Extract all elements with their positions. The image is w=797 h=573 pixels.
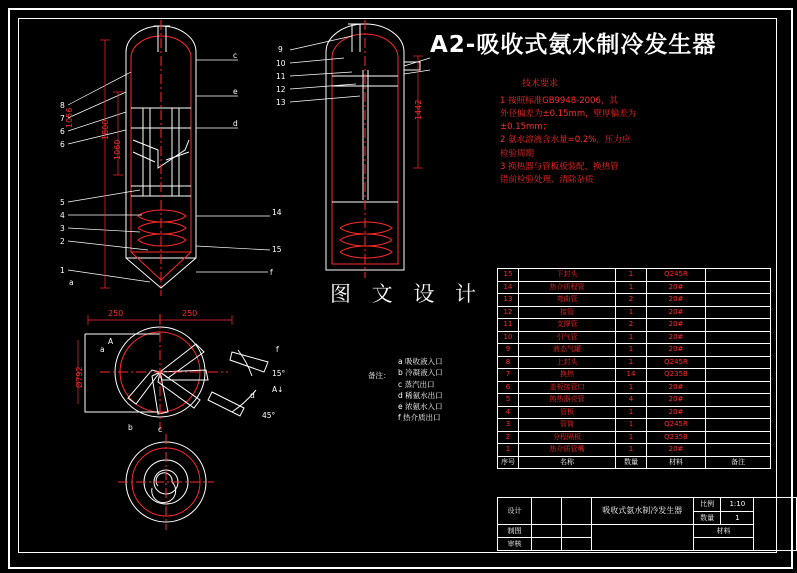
callout-7: 7 xyxy=(60,114,65,123)
bom-name: 换热器壳管 xyxy=(519,394,616,407)
callout-e: e xyxy=(233,87,238,96)
bom-name: 管筒 xyxy=(519,419,616,432)
bom-no: 6 xyxy=(498,381,519,394)
bom-body xyxy=(498,269,771,469)
bom-mat: Q245R xyxy=(647,356,706,369)
bom-mat: Q245R xyxy=(647,269,706,282)
legend-item: b 冷凝液入口 xyxy=(398,368,443,378)
bom-header-material: 材料 xyxy=(647,456,706,469)
table-row xyxy=(498,331,771,344)
bom-no: 14 xyxy=(498,281,519,294)
callout-1: 1 xyxy=(60,266,65,275)
legend-item: c 蒸汽出口 xyxy=(398,379,435,389)
callout-a: a xyxy=(69,278,74,287)
bom-no: 13 xyxy=(498,294,519,307)
bom-qty: 1 xyxy=(616,444,647,457)
bom-remark xyxy=(706,344,771,357)
bom-remark xyxy=(706,356,771,369)
bom-remark xyxy=(706,419,771,432)
bom-header-no: 序号 xyxy=(498,456,519,469)
bom-qty: 1 xyxy=(616,356,647,369)
bom-mat: Q235B xyxy=(647,431,706,444)
bom-qty: 1 xyxy=(616,344,647,357)
table-row xyxy=(498,406,771,419)
plan-label-A-arrow: A↓ xyxy=(272,385,284,394)
titleblock-scale-value: 1:10 xyxy=(721,498,754,512)
titleblock-qty-label: 数量 xyxy=(693,511,721,525)
plan-label-c: c xyxy=(158,425,163,434)
legend-item: d 稀氨水出口 xyxy=(398,390,443,400)
bom-mat: Q235B xyxy=(647,369,706,382)
dim-250-left: 250 xyxy=(108,309,124,318)
titleblock-drawing-name: 吸收式氨水制冷发生器 xyxy=(591,498,693,525)
bom-remark xyxy=(706,444,771,457)
table-row xyxy=(498,306,771,319)
bom-mat: 20# xyxy=(647,406,706,419)
note-line: 外径偏差为±0.15mm，壁厚偏差为 xyxy=(500,109,637,120)
bom-qty: 4 xyxy=(616,394,647,407)
bom-qty: 1 xyxy=(616,331,647,344)
plan-dimensions xyxy=(78,315,232,404)
titleblock-drafter-label: 制图 xyxy=(498,525,532,538)
titleblock-check-label: 审核 xyxy=(498,538,532,551)
callout-12: 12 xyxy=(276,85,286,94)
table-row xyxy=(498,431,771,444)
note-line: ±0.15mm； xyxy=(500,122,552,133)
bom-name: 液态气罐 xyxy=(519,344,616,357)
callout-2: 2 xyxy=(60,237,65,246)
legend-item: f 热介质出口 xyxy=(398,413,441,423)
bom-remark xyxy=(706,406,771,419)
dim-1800: 1800 xyxy=(101,119,110,140)
bom-name: 接管 xyxy=(519,306,616,319)
table-row xyxy=(498,281,771,294)
table-row xyxy=(498,344,771,357)
bom-qty: 1 xyxy=(616,269,647,282)
bom-name: 管板 xyxy=(519,406,616,419)
bom-qty: 1 xyxy=(616,419,647,432)
plan-label-15deg: 15° xyxy=(272,369,286,378)
callout-11: 11 xyxy=(276,72,286,81)
bom-mat: 20# xyxy=(647,319,706,332)
legend-item: a 吸收液入口 xyxy=(398,357,443,366)
bom-mat: 20# xyxy=(647,306,706,319)
callout-3: 3 xyxy=(60,224,65,233)
note-line: 检验周期 xyxy=(500,148,535,159)
bom-remark xyxy=(706,331,771,344)
bom-no: 7 xyxy=(498,369,519,382)
plan-label-f: f xyxy=(276,345,279,354)
bom-remark xyxy=(706,269,771,282)
plan-view xyxy=(85,314,268,430)
plan-label-45deg: 45° xyxy=(262,411,276,420)
bom-qty: 1 xyxy=(616,431,647,444)
bom-mat: 20# xyxy=(647,281,706,294)
callout-15: 15 xyxy=(272,245,282,254)
note-line: 2 氨水溶液含水量=0.2%，压力应 xyxy=(500,135,631,146)
table-row xyxy=(498,356,771,369)
bom-mat: 20# xyxy=(647,444,706,457)
bom-no: 4 xyxy=(498,406,519,419)
dim-250-right: 250 xyxy=(182,309,198,318)
bom-remark xyxy=(706,369,771,382)
dim-1442: 1442 xyxy=(414,99,423,120)
callout-10: 10 xyxy=(276,59,286,68)
bill-of-materials-table xyxy=(497,268,771,469)
bom-qty: 1 xyxy=(616,306,647,319)
bom-remark xyxy=(706,281,771,294)
bom-mat: 20# xyxy=(647,294,706,307)
title-block-row xyxy=(498,525,797,538)
title-block xyxy=(497,497,797,551)
bom-name: 弯曲管 xyxy=(519,294,616,307)
bom-no: 10 xyxy=(498,331,519,344)
dim-1060: 1060 xyxy=(113,139,122,160)
bom-name: 分程隔板 xyxy=(519,431,616,444)
titleblock-qty-value: 1 xyxy=(721,511,754,525)
bom-no: 11 xyxy=(498,319,519,332)
bom-no: 3 xyxy=(498,419,519,432)
callout-9: 9 xyxy=(278,45,283,54)
bom-name: 盖板接管口 xyxy=(519,381,616,394)
page-title: A2-吸收式氨水制冷发生器 xyxy=(430,32,717,58)
bom-remark xyxy=(706,381,771,394)
bom-no: 9 xyxy=(498,344,519,357)
callout-6: 6 xyxy=(60,140,65,149)
callout-13: 13 xyxy=(276,98,286,107)
bom-remark xyxy=(706,294,771,307)
plan-label-a: a xyxy=(100,345,105,354)
bom-header-remark: 备注 xyxy=(706,456,771,469)
callout-5: 5 xyxy=(60,198,65,207)
note-line: 3 换热器与管板板装配，换热管 xyxy=(500,161,619,172)
bom-name: 下封头 xyxy=(519,269,616,282)
bom-mat: 20# xyxy=(647,344,706,357)
note-line: 错前检验处理、清除杂质 xyxy=(500,174,594,185)
bom-name: 引气管 xyxy=(519,331,616,344)
spiral-detail-view xyxy=(118,434,214,530)
bom-name: 热介质程管 xyxy=(519,281,616,294)
technical-requirements-heading: 技术要求 xyxy=(522,79,559,89)
plan-label-d: d xyxy=(250,391,255,400)
table-header-row xyxy=(498,456,771,469)
bom-mat: 20# xyxy=(647,381,706,394)
dimension-lines-main xyxy=(100,40,123,288)
table-row xyxy=(498,294,771,307)
titleblock-material-label: 材料 xyxy=(693,525,753,538)
bom-header-qty: 数量 xyxy=(616,456,647,469)
callout-4: 4 xyxy=(60,211,65,220)
callout-c: c xyxy=(233,51,238,60)
table-row xyxy=(498,419,771,432)
studio-logo-text: 图 文 设 计 xyxy=(330,282,484,306)
bom-mat: Q245R xyxy=(647,419,706,432)
table-row xyxy=(498,394,771,407)
callout-d: d xyxy=(233,119,238,128)
bom-qty: 2 xyxy=(616,294,647,307)
table-row xyxy=(498,319,771,332)
bom-remark xyxy=(706,431,771,444)
bom-no: 5 xyxy=(498,394,519,407)
plan-label-b: b xyxy=(128,423,133,432)
callout-f: f xyxy=(270,268,273,277)
bom-qty: 1 xyxy=(616,406,647,419)
bom-no: 12 xyxy=(498,306,519,319)
bom-mat: 20# xyxy=(647,331,706,344)
bom-mat: 20# xyxy=(647,394,706,407)
main-sectional-view xyxy=(126,20,196,296)
legend-item: e 浓氨水入口 xyxy=(398,402,443,411)
bom-qty: 1 xyxy=(616,381,647,394)
bom-name: 换热 xyxy=(519,369,616,382)
table-row xyxy=(498,381,771,394)
bom-no: 2 xyxy=(498,431,519,444)
bom-name: 热介质管嘴 xyxy=(519,444,616,457)
note-line: 1 按照标准GB9948-2006，其 xyxy=(500,95,618,106)
title-block-row xyxy=(498,498,797,512)
bom-qty: 2 xyxy=(616,319,647,332)
bom-remark xyxy=(706,306,771,319)
bom-qty: 14 xyxy=(616,369,647,382)
dim-diameter: Ø792 xyxy=(75,366,84,388)
titleblock-scale-label: 比例 xyxy=(693,498,721,512)
callout-leaders-left xyxy=(68,72,150,282)
dim-1056: 1056 xyxy=(65,107,74,128)
table-row xyxy=(498,369,771,382)
bom-remark xyxy=(706,319,771,332)
callout-14: 14 xyxy=(272,208,282,217)
bom-no: 15 xyxy=(498,269,519,282)
bom-name: 支撑管 xyxy=(519,319,616,332)
bom-remark xyxy=(706,394,771,407)
bom-qty: 1 xyxy=(616,281,647,294)
bom-no: 8 xyxy=(498,356,519,369)
bom-header-name: 名称 xyxy=(519,456,616,469)
table-row xyxy=(498,444,771,457)
table-row xyxy=(498,269,771,282)
legend-label: 备注： xyxy=(368,371,391,380)
callout-6b: 6 xyxy=(60,127,65,136)
bom-no: 1 xyxy=(498,444,519,457)
titleblock-designer-label: 设计 xyxy=(498,498,532,525)
plan-label-A-section: A xyxy=(108,337,114,346)
bom-name: 上封头 xyxy=(519,356,616,369)
callout-8: 8 xyxy=(60,101,65,110)
